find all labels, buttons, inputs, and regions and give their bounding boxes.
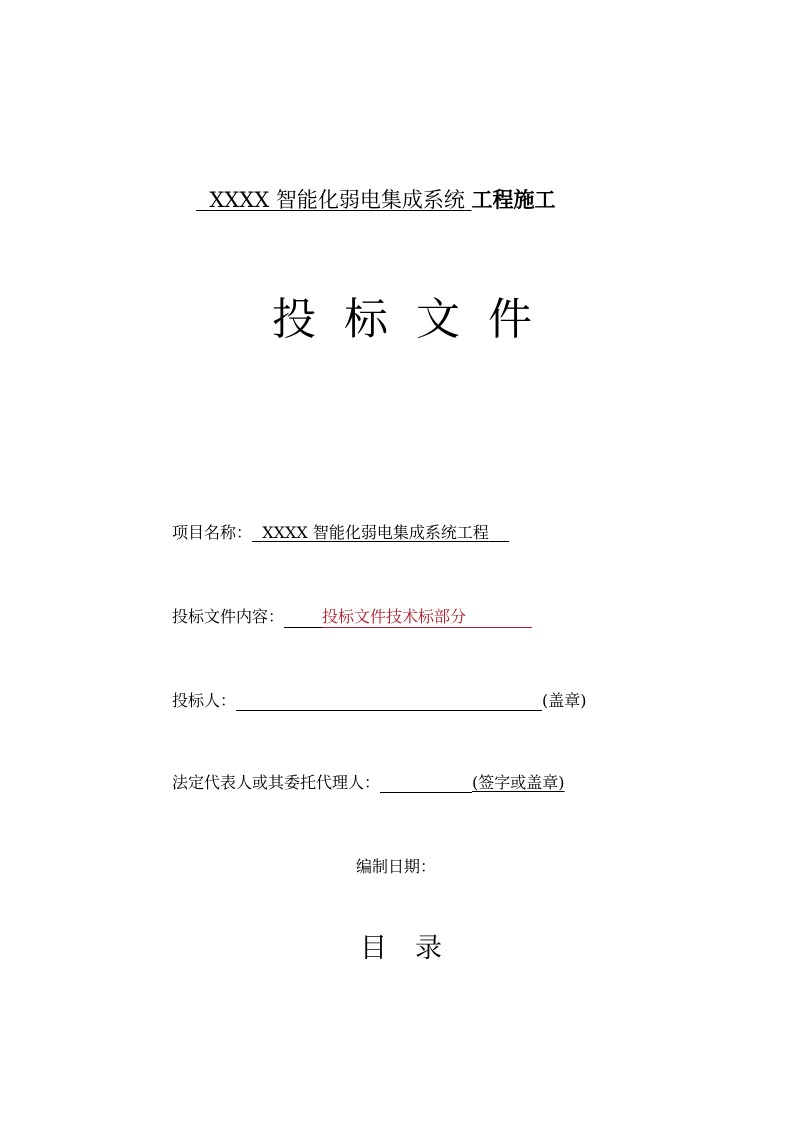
bid-content-blank — [284, 609, 322, 628]
header-suffix: 工程施工 — [471, 187, 556, 212]
representative-label: 法定代表人或其委托代理人： — [172, 773, 381, 792]
signature-note: (签字或盖章) — [472, 773, 565, 792]
representative-field — [172, 770, 565, 793]
project-name-value: XXXX 智能化弱电集成系统工程 — [262, 523, 489, 542]
header-project-name: XXXX 智能化弱电集成系统 — [209, 188, 465, 212]
representative-blank — [380, 774, 472, 793]
project-name-label: 项目名称： — [172, 523, 253, 542]
bid-content-label: 投标文件内容： — [172, 607, 285, 626]
toc-char: 目 — [360, 933, 387, 964]
bidder-blank — [236, 692, 542, 711]
toc-heading — [360, 926, 470, 965]
document-header — [196, 184, 556, 214]
project-name-field — [172, 520, 509, 543]
bidder-label: 投标人： — [172, 691, 237, 710]
bidder-field — [172, 688, 587, 711]
bid-content-field — [172, 604, 532, 628]
date-label: 编制日期： — [356, 857, 437, 876]
title-char: 标 — [344, 294, 388, 345]
title-char: 件 — [488, 294, 532, 345]
bid-content-value: 投标文件技术标部分 — [322, 604, 532, 628]
title-char: 文 — [416, 294, 460, 345]
title-char: 投 — [272, 294, 316, 345]
toc-char: 录 — [415, 933, 442, 964]
page-title — [272, 283, 560, 347]
seal-note: (盖章) — [542, 691, 587, 710]
